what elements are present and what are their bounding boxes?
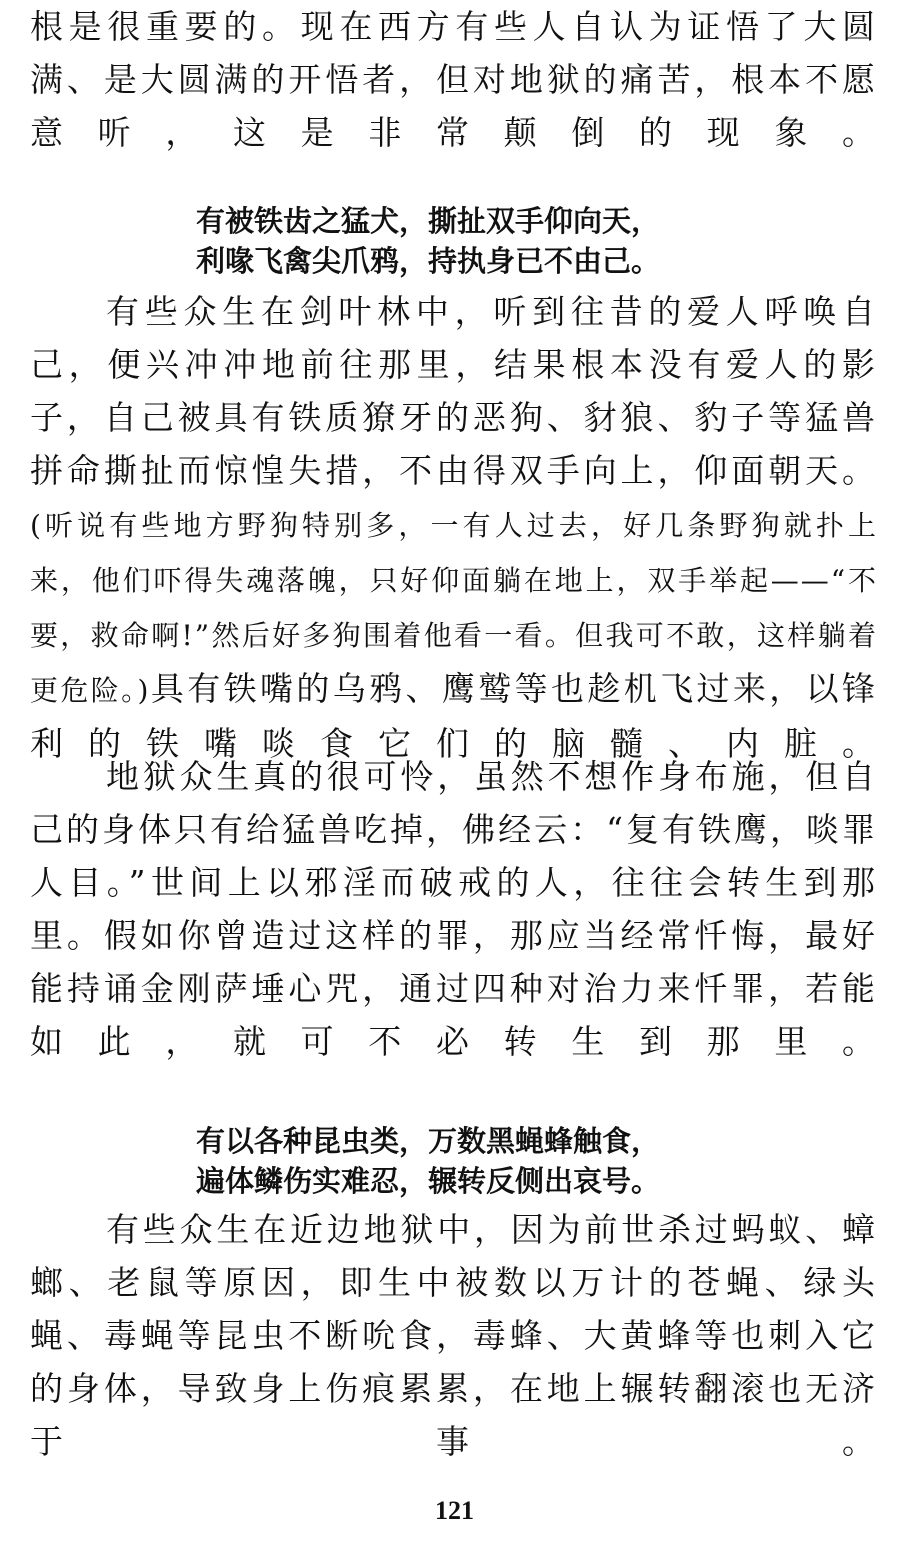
- paragraph-2: [30, 285, 878, 770]
- paragraph-2-aside: (听说有些地方野狗特别多，一有人过去，好几条野狗就扑上来，他们吓得失魂落魄，只好仰面躺在地上，双手举起——“不要，救命啊!”然后好多狗围着他看一看。但我可不敢，这样躺着更危险。): [30, 509, 878, 707]
- page-number: 121: [435, 1496, 474, 1525]
- verse-1: [196, 201, 756, 281]
- verse-2-line-2: 遍体鳞伤实难忍，辗转反侧出哀号。: [196, 1164, 661, 1198]
- paragraph-2-main: 有些众生在剑叶林中，听到往昔的爱人呼唤自己，便兴冲冲地前往那里，结果根本没有爱人的影子，自己被具有铁质獠牙的恶狗、豺狼、豹子等猛兽拼命撕扯而惊惶失措，不由得双手向上，仰面朝天。: [30, 292, 878, 490]
- verse-2: [196, 1121, 756, 1201]
- paragraph-4: 有些众生在近边地狱中，因为前世杀过蚂蚁、蟑螂、老鼠等原因，即生中被数以万计的苍蝇、绿头蝇、毒蝇等昆虫不断吮食，毒蜂、大黄蜂等也刺入它的身体，导致身上伤痕累累，在地上辗转翻滚也无济于事。: [30, 1210, 878, 1461]
- paragraph-3: 地狱众生真的很可怜，虽然不想作身布施，但自己的身体只有给猛兽吃掉，佛经云：“复有铁鹰，啖罪人目。”世间上以邪淫而破戒的人，往往会转生到那里。假如你曾造过这样的罪，那应当经常忏悔，最好能持诵金刚萨埵心咒，通过四种对治力来忏罪，若能如此，就可不必转生到那里。: [30, 757, 878, 1061]
- paragraph-1: 根是很重要的。现在西方有些人自认为证悟了大圆满、是大圆满的开悟者，但对地狱的痛苦，根本不愿意听，这是非常颠倒的现象。: [30, 7, 878, 152]
- verse-2-line-1: 有以各种昆虫类，万数黑蝇蜂触食，: [196, 1124, 661, 1158]
- verse-1-line-2: 利喙飞禽尖爪鸦，持执身已不由己。: [196, 244, 661, 278]
- verse-1-line-1: 有被铁齿之猛犬，撕扯双手仰向天，: [196, 204, 661, 238]
- paragraph-2-tail: 具有铁嘴的乌鸦、鹰鹫等也趁机飞过来，以锋利的铁嘴啖食它们的脑髓、内脏。: [30, 669, 878, 763]
